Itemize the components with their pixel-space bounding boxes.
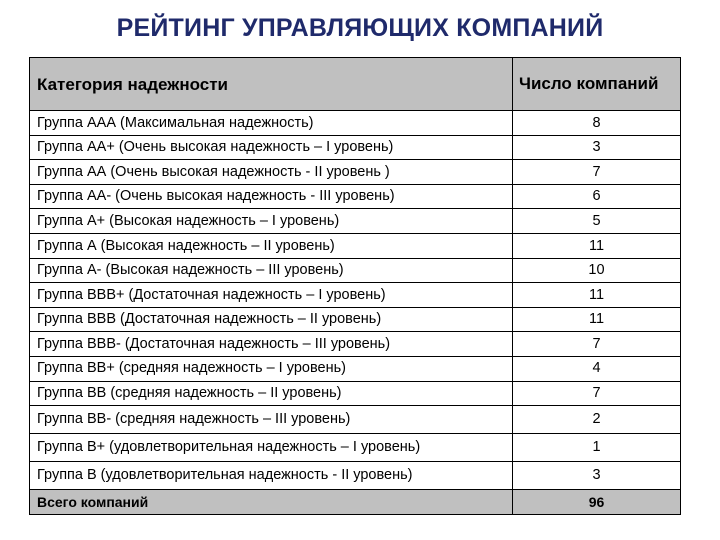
row-category: Группа ВВВ (Достаточная надежность – II уровень) [30,307,513,332]
row-category: Группа А (Высокая надежность – II уровень) [30,233,513,258]
total-label: Всего компаний [30,490,513,515]
table-row [30,356,681,381]
row-count: 11 [513,307,681,332]
table-row [30,381,681,406]
row-count: 5 [513,209,681,234]
row-category: Группа АА+ (Очень высокая надежность – I уровень) [30,135,513,160]
table-row [30,209,681,234]
row-count: 11 [513,283,681,308]
header-category: Категория надежности [30,58,513,111]
row-count: 2 [513,406,681,434]
row-category: Группа ВВ- (средняя надежность – III уровень) [30,406,513,434]
table-header-row [30,58,681,111]
row-count: 7 [513,160,681,185]
table-row [30,434,681,462]
row-category: Группа ВВВ+ (Достаточная надежность – I уровень) [30,283,513,308]
row-category: Группа ААА (Максимальная надежность) [30,111,513,136]
table-row [30,462,681,490]
row-category: Группа ВВ+ (средняя надежность – I уровень) [30,356,513,381]
table-row [30,160,681,185]
row-count: 4 [513,356,681,381]
row-category: Группа А- (Высокая надежность – III уровень) [30,258,513,283]
row-count: 3 [513,462,681,490]
table-row [30,111,681,136]
row-count: 10 [513,258,681,283]
table-row [30,332,681,357]
row-count: 3 [513,135,681,160]
row-category: Группа В (удовлетворительная надежность - II уровень) [30,462,513,490]
ratings-table [29,57,681,515]
table-row [30,258,681,283]
page-title: РЕЙТИНГ УПРАВЛЯЮЩИХ КОМПАНИЙ [116,14,604,42]
row-count: 7 [513,332,681,357]
header-count: Число компаний [513,58,681,111]
row-category: Группа В+ (удовлетворительная надежность – I уровень) [30,434,513,462]
row-count: 6 [513,184,681,209]
total-row [30,490,681,515]
table-row [30,283,681,308]
total-count: 96 [513,490,681,515]
row-category: Группа А+ (Высокая надежность – I уровень) [30,209,513,234]
row-category: Группа ВВ (средняя надежность – II уровень) [30,381,513,406]
row-category: Группа АА (Очень высокая надежность - II уровень ) [30,160,513,185]
table-row [30,233,681,258]
table-row [30,184,681,209]
table-row [30,135,681,160]
row-count: 8 [513,111,681,136]
row-count: 11 [513,233,681,258]
row-count: 7 [513,381,681,406]
table-row [30,406,681,434]
row-count: 1 [513,434,681,462]
row-category: Группа ВВВ- (Достаточная надежность – III уровень) [30,332,513,357]
row-category: Группа АА- (Очень высокая надежность - III уровень) [30,184,513,209]
table-row [30,307,681,332]
